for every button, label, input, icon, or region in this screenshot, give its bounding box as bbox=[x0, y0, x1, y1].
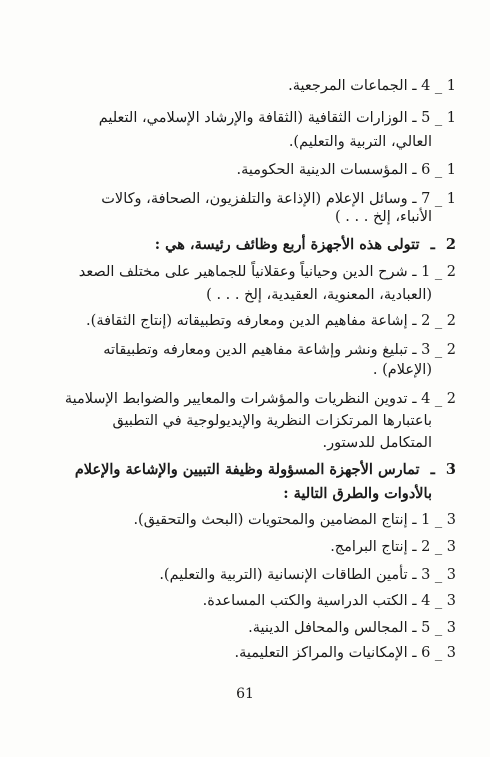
list-item-3-5 bbox=[248, 618, 456, 638]
list-item-2-4-continuation: باعتبارها المرتكزات النظرية والإيديولوجية في التطبيق bbox=[112, 413, 432, 429]
section-dash: ـ bbox=[430, 236, 435, 253]
item-number: 3 _ 2 bbox=[421, 342, 456, 358]
item-dash: ـ bbox=[412, 313, 417, 329]
item-number: 6 _ 1 bbox=[421, 162, 456, 178]
list-item-3-2 bbox=[330, 537, 456, 557]
list-item-1-5 bbox=[99, 108, 456, 128]
item-text: المؤسسات الدينية الحكومية. bbox=[236, 162, 408, 178]
item-text: تأمين الطاقات الإنسانية (التربية والتعليم). bbox=[159, 567, 408, 583]
item-dash: ـ bbox=[412, 567, 417, 583]
item-text: إشاعة مفاهيم الدين ومعارفه وتطبيقاته (إنتاج الثقافة). bbox=[86, 313, 408, 329]
list-item-2-4-continuation-2: المتكامل للدستور. bbox=[322, 435, 432, 451]
list-item-1-5-continuation: العالي، التربية والتعليم). bbox=[288, 134, 432, 150]
list-item-2-1 bbox=[79, 262, 456, 282]
section-heading-2 bbox=[155, 235, 456, 255]
item-number: 5 _ 1 bbox=[421, 110, 456, 126]
item-text: الوزارات الثقافية (الثقافة والإرشاد الإسلامي، التعليم bbox=[98, 110, 408, 126]
item-text: إنتاج البرامج. bbox=[330, 539, 408, 555]
list-item-3-1 bbox=[133, 510, 456, 530]
item-text: شرح الدين وحيانياً وعقلانياً للجماهير على مختلف الصعد bbox=[78, 264, 408, 280]
item-dash: ـ bbox=[412, 162, 417, 178]
list-item-1-6 bbox=[236, 160, 456, 180]
item-text: تدوين النظريات والمؤشرات والمعايير والضوابط الإسلامية bbox=[64, 391, 408, 407]
item-number: 7 _ 1 bbox=[421, 191, 456, 207]
item-dash: ـ bbox=[412, 539, 417, 555]
section-heading-3 bbox=[75, 460, 456, 480]
item-number: 4 _ 1 bbox=[421, 78, 456, 94]
item-dash: ـ bbox=[412, 342, 417, 358]
item-dash: ـ bbox=[412, 645, 417, 661]
section-dash: ـ bbox=[430, 461, 435, 478]
item-number: 6 _ 3 bbox=[421, 645, 456, 661]
list-item-2-3-continuation: (الإعلام) . bbox=[372, 362, 432, 378]
item-number: 5 _ 3 bbox=[421, 620, 456, 636]
list-item-3-4 bbox=[203, 591, 456, 611]
item-text: وسائل الإعلام (الإذاعة والتلفزيون، الصحافة، وكالات bbox=[101, 191, 408, 207]
item-text: تبليغ ونشر وإشاعة مفاهيم الدين ومعارفه وتطبيقاته bbox=[103, 342, 408, 358]
section-heading-3-continuation: بالأدوات والطرق التالية : bbox=[283, 485, 432, 502]
item-text: الإمكانيات والمراكز التعليمية. bbox=[234, 645, 408, 661]
list-item-3-6 bbox=[235, 643, 456, 663]
list-item-1-7-continuation: الأنباء، إلخ . . . ) bbox=[335, 209, 432, 225]
list-item-1-7 bbox=[101, 189, 456, 209]
list-item-1-4 bbox=[288, 76, 456, 96]
page-number: 61 bbox=[236, 686, 254, 702]
item-dash: ـ bbox=[412, 620, 417, 636]
item-text: المجالس والمحافل الدينية. bbox=[248, 620, 408, 636]
item-text: الكتب الدراسية والكتب المساعدة. bbox=[202, 593, 408, 609]
item-dash: ـ bbox=[412, 191, 417, 207]
list-item-3-3 bbox=[159, 565, 456, 585]
item-number: 4 _ 2 bbox=[421, 391, 456, 407]
item-dash: ـ bbox=[412, 391, 417, 407]
item-dash: ـ bbox=[412, 78, 417, 94]
list-item-2-1-continuation: (العبادية، المعنوية، العقيدية، إلخ . . . ) bbox=[206, 287, 432, 303]
item-text: الجماعات المرجعية. bbox=[288, 78, 408, 94]
section-number: 3 bbox=[445, 461, 456, 478]
item-dash: ـ bbox=[412, 512, 417, 528]
section-text: تتولى هذه الأجهزة أربع وظائف رئيسة، هي : bbox=[154, 236, 420, 253]
list-item-2-2 bbox=[86, 311, 456, 331]
section-text: تمارس الأجهزة المسؤولة وظيفة التبيين والإشاعة والإعلام bbox=[74, 461, 420, 478]
item-dash: ـ bbox=[412, 264, 417, 280]
item-number: 2 _ 2 bbox=[421, 313, 456, 329]
item-number: 4 _ 3 bbox=[421, 593, 456, 609]
list-item-2-4 bbox=[65, 389, 456, 409]
item-number: 1 _ 2 bbox=[421, 264, 456, 280]
list-item-2-3 bbox=[103, 340, 456, 360]
section-number: 2 bbox=[445, 236, 456, 253]
item-number: 1 _ 3 bbox=[421, 512, 456, 528]
item-dash: ـ bbox=[412, 110, 417, 126]
item-number: 3 _ 3 bbox=[421, 567, 456, 583]
item-dash: ـ bbox=[412, 593, 417, 609]
item-number: 2 _ 3 bbox=[421, 539, 456, 555]
item-text: إنتاج المضامين والمحتويات (البحث والتحقيق). bbox=[133, 512, 408, 528]
